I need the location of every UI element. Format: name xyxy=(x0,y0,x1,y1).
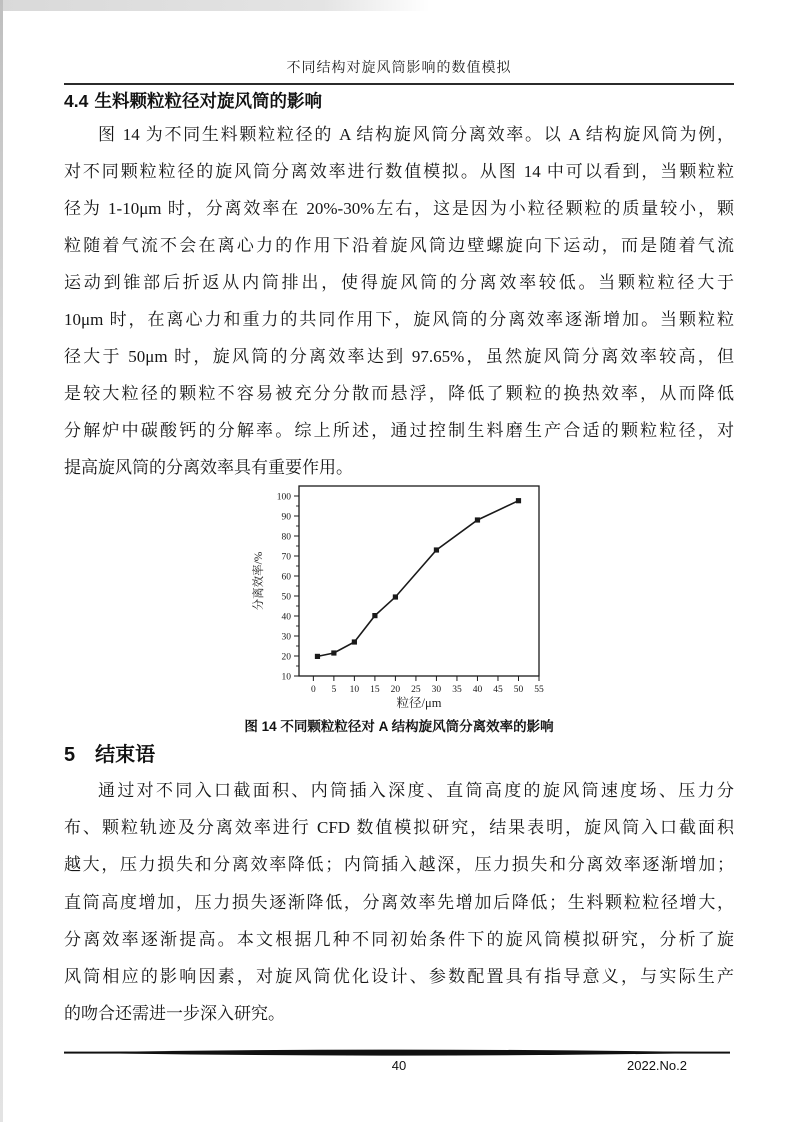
paragraph-line: 对不同颗粒粒径的旋风筒分离效率进行数值模拟。从图 14 中可以看到，当颗粒粒 xyxy=(64,162,734,181)
svg-text:25: 25 xyxy=(411,685,421,695)
svg-text:80: 80 xyxy=(281,532,291,543)
paragraph-line: 通过对不同入口截面积、内筒插入深度、直筒高度的旋风筒速度场、压力分 xyxy=(98,781,734,800)
svg-text:50: 50 xyxy=(281,592,291,603)
header-rule xyxy=(64,83,734,85)
footer-rule xyxy=(64,1049,730,1058)
svg-text:0: 0 xyxy=(310,685,316,695)
svg-text:55: 55 xyxy=(534,685,544,695)
paragraph-line: 粒随着气流不会在离心力的作用下沿着旋风筒边壁螺旋向下运动，而是随着气流 xyxy=(64,236,734,255)
section-4-4-paragraph xyxy=(64,116,734,486)
section-5-title: 结束语 xyxy=(95,744,156,766)
svg-text:40: 40 xyxy=(472,685,483,695)
section-5-heading xyxy=(64,738,734,767)
svg-text:40: 40 xyxy=(281,612,291,623)
paragraph-line: 风筒相应的影响因素，对旋风筒优化设计、参数配置具有指导意义，与实际生产 xyxy=(64,966,734,986)
paragraph-line: 直筒高度增加，压力损失逐渐降低，分离效率先增加后降低；生料颗粒粒径增大， xyxy=(64,892,734,912)
paragraph-line: 提高旋风筒的分离效率具有重要作用。 xyxy=(64,458,353,477)
paragraph-line: 径为 1-10μm 时，分离效率在 20%-30%左右，这是因为小粒径颗粒的质量较小，颗 xyxy=(64,199,734,218)
svg-text:20: 20 xyxy=(281,652,291,663)
section-4-4-heading xyxy=(64,88,734,113)
paragraph-line: 分解炉中碳酸钙的分解率。综上所述，通过控制生料磨生产合适的颗粒粒径，对 xyxy=(64,421,734,440)
svg-text:分离效率/%: 分离效率/% xyxy=(253,551,265,611)
paragraph-line: 径大于 50μm 时，旋风筒的分离效率达到 97.65%，虽然旋风筒分离效率较高，但 xyxy=(64,347,734,366)
section-4-4-title: 生料颗粒粒径对旋风筒的影响 xyxy=(94,91,322,111)
section-4-4-number: 4.4 xyxy=(64,91,89,111)
running-header: 不同结构对旋风筒影响的数值模拟 xyxy=(286,61,512,76)
svg-text:10: 10 xyxy=(349,685,360,695)
paragraph-line: 分离效率逐渐提高。本文根据几种不同初始条件下的旋风筒模拟研究，分析了旋 xyxy=(64,929,734,949)
svg-text:35: 35 xyxy=(452,685,462,695)
svg-text:90: 90 xyxy=(281,512,291,523)
paragraph-line: 是较大粒径的颗粒不容易被充分分散而悬浮，降低了颗粒的换热效率，从而降低 xyxy=(64,384,734,403)
figure-14 xyxy=(64,480,734,735)
svg-text:20: 20 xyxy=(390,685,401,695)
paragraph-line: 布、颗粒轨迹及分离效率进行 CFD 数值模拟研究，结果表明，旋风筒入口截面积 xyxy=(64,818,734,838)
scan-edge-top xyxy=(0,0,430,11)
svg-text:5: 5 xyxy=(331,685,337,695)
paragraph-line: 图 14 为不同生料颗粒粒径的 A 结构旋风筒分离效率。以 A 结构旋风筒为例， xyxy=(98,125,734,144)
section-5-paragraph xyxy=(64,772,734,1032)
svg-text:30: 30 xyxy=(431,685,442,695)
figure-14-caption: 图 14 不同颗粒粒径对 A 结构旋风筒分离效率的影响 xyxy=(244,719,554,734)
svg-text:70: 70 xyxy=(281,552,291,563)
scan-edge-left xyxy=(0,0,3,1122)
svg-text:50: 50 xyxy=(513,685,524,695)
svg-text:60: 60 xyxy=(281,572,291,583)
paragraph-line: 的吻合还需进一步深入研究。 xyxy=(64,1004,285,1024)
svg-text:15: 15 xyxy=(370,685,380,695)
svg-text:30: 30 xyxy=(281,632,291,643)
issue-label: 2022.No.2 xyxy=(627,1058,687,1073)
svg-text:100: 100 xyxy=(276,492,291,503)
paragraph-line: 越大，压力损失和分离效率降低；内筒插入越深，压力损失和分离效率逐渐增加； xyxy=(64,855,734,875)
figure-14-line-chart xyxy=(249,480,549,710)
page-number: 40 xyxy=(391,1058,407,1073)
section-5-number: 5 xyxy=(64,744,76,766)
paragraph-line: 10μm 时，在离心力和重力的共同作用下，旋风筒的分离效率逐渐增加。当颗粒粒 xyxy=(64,310,734,329)
paragraph-line: 运动到锥部后折返从内筒排出，使得旋风筒的分离效率较低。当颗粒粒径大于 xyxy=(64,273,734,292)
svg-text:45: 45 xyxy=(493,685,503,695)
svg-text:粒径/μm: 粒径/μm xyxy=(396,696,442,710)
svg-text:10: 10 xyxy=(281,672,291,683)
